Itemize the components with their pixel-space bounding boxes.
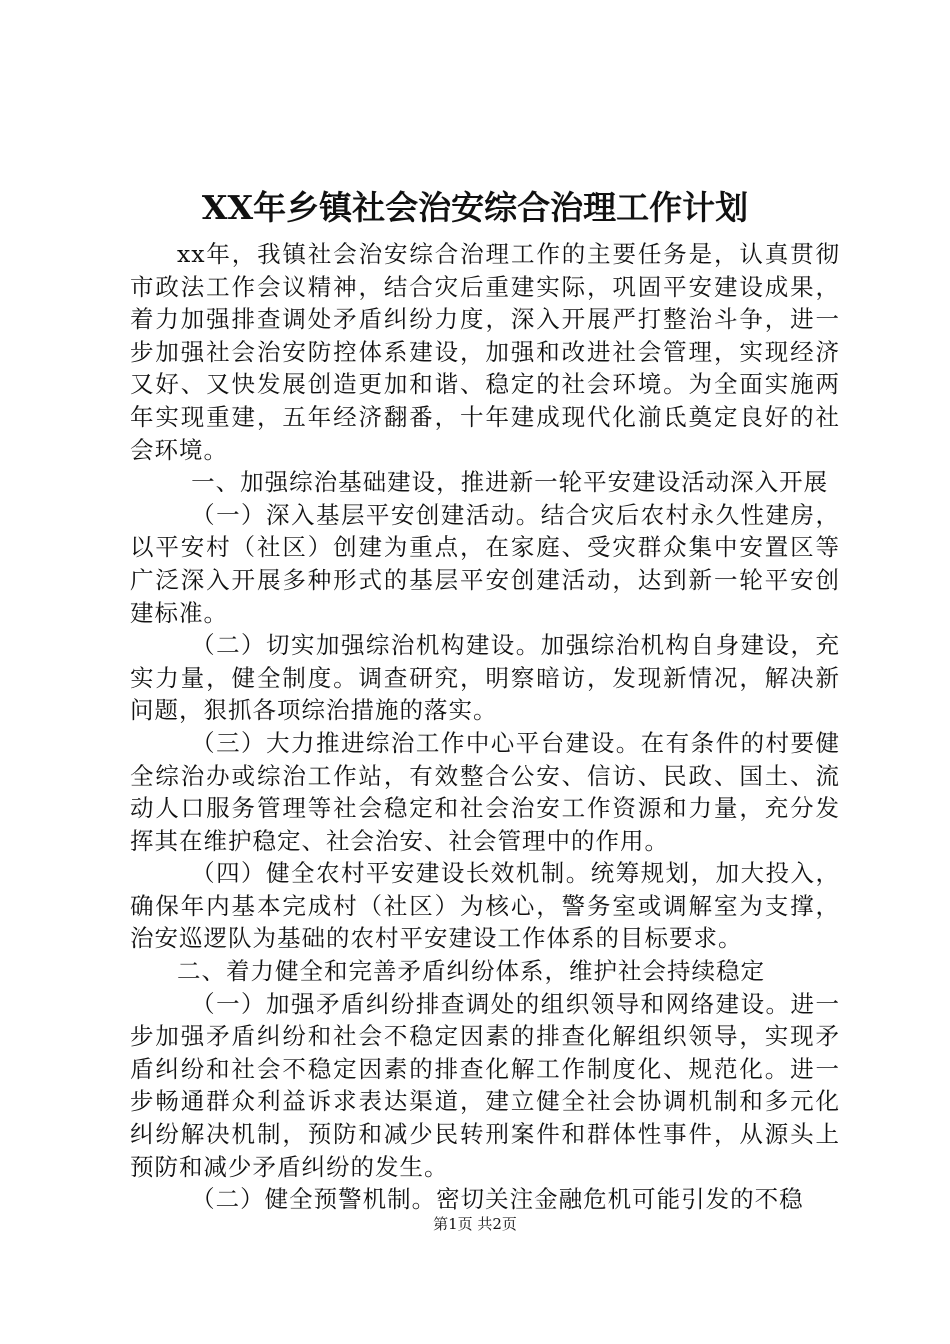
paragraph-1-3: （三）大力推进综治工作中心平台建设。在有条件的村要健全综治办或综治工作站，有效整合公安、信访、民政、国土、流动人口服务管理等社会稳定和社会治安工作资源和力量，充分发挥其在维护稳定、社会治安、社会管理中的作用。 [130,728,840,855]
paragraph-2-2: （二）健全预警机制。密切关注金融危机可能引发的不稳 [191,1185,804,1214]
section-heading-2: 二、着力健全和完善矛盾纠纷体系，维护社会持续稳定 [177,957,765,986]
document-body [130,238,840,1216]
document-title: XX年乡镇社会治安综合治理工作计划 [201,188,749,227]
paragraph-intro: xx年，我镇社会治安综合治理工作的主要任务是，认真贯彻市政法工作会议精神，结合灾后重建实际，巩固平安建设成果，着力加强排查调处矛盾纠纷力度，深入开展严打整治斗争，进一步加强社会治安防控体系建设，加强和改进社会管理，实现经济又好、又快发展创造更加和谐、稳定的社会环境。为全面实施两年实现重建，五年经济翻番，十年建成现代化湔氐奠定良好的社会环境。 [130,240,840,464]
paragraph-1-4: （四）健全农村平安建设长效机制。统筹规划，加大投入，确保年内基本完成村（社区）为核心，警务室或调解室为支撑，治安巡逻队为基础的农村平安建设工作体系的目标要求。 [130,859,840,953]
paragraph-2-1: （一）加强矛盾纠纷排查调处的组织领导和网络建设。进一步加强矛盾纠纷和社会不稳定因素的排查化解组织领导，实现矛盾纠纷和社会不稳定因素的排查化解工作制度化、规范化。进一步畅通群众利益诉求表达渠道，建立健全社会协调机制和多元化纠纷解决机制，预防和减少民转刑案件和群体性事件，从源头上预防和减少矛盾纠纷的发生。 [130,989,840,1181]
page-footer: 第1页 共2页 [433,1215,517,1233]
paragraph-1-2: （二）切实加强综治机构建设。加强综治机构自身建设，充实力量，健全制度。调查研究，明察暗访，发现新情况，解决新问题，狠抓各项综治措施的落实。 [130,631,840,725]
section-heading-1: 一、加强综治基础建设，推进新一轮平安建设活动深入开展 [191,468,829,497]
paragraph-1-1: （一）深入基层平安创建活动。结合灾后农村永久性建房，以平安村（社区）创建为重点，在家庭、受灾群众集中安置区等广泛深入开展多种形式的基层平安创建活动，达到新一轮平安创建标准。 [130,500,840,627]
